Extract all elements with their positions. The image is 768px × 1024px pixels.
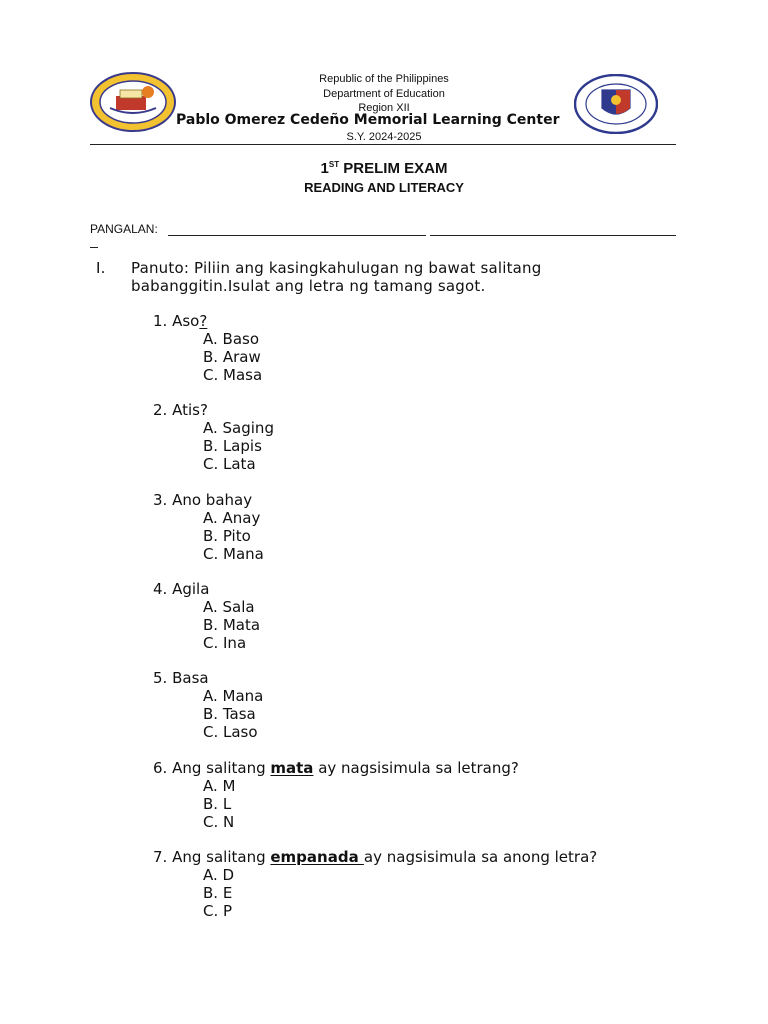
question-7 <box>153 848 597 866</box>
question-5 <box>153 669 209 687</box>
question-number: 4. <box>153 580 168 598</box>
question-text: Agila <box>172 580 210 598</box>
choice-7b[interactable]: B. E <box>203 884 233 902</box>
choice-3a[interactable]: A. Anay <box>203 509 261 527</box>
question-number: 2. <box>153 401 168 419</box>
choice-5c[interactable]: C. Laso <box>203 723 258 741</box>
question-keyword: empanada <box>270 848 364 866</box>
question-text: Basa <box>172 669 209 687</box>
choice-2b[interactable]: B. Lapis <box>203 437 262 455</box>
choice-3b[interactable]: B. Pito <box>203 527 251 545</box>
name-label: PANGALAN: <box>90 222 158 236</box>
name-line-1[interactable] <box>168 235 426 236</box>
section-numeral: I. <box>96 259 106 277</box>
question-number: 7. <box>153 848 168 866</box>
republic-line: Republic of the Philippines <box>319 73 449 85</box>
school-name: Pablo Omerez Cedeño Memorial Learning Center <box>176 112 560 128</box>
question-text: Ang salitang <box>172 848 271 866</box>
question-number: 6. <box>153 759 168 777</box>
exam-title-text: PRELIM EXAM <box>339 160 448 177</box>
department-line: Department of Education <box>323 88 445 100</box>
choice-2c[interactable]: C. Lata <box>203 455 256 473</box>
question-text-end: ay nagsisimula sa letrang? <box>313 759 519 777</box>
header-divider <box>90 144 676 145</box>
choice-4b[interactable]: B. Mata <box>203 616 261 634</box>
exam-title-number: 1 <box>320 160 329 177</box>
name-line-2[interactable] <box>430 235 548 236</box>
instruction-line-1: Panuto: Piliin ang kasingkahulugan ng bawat salitang <box>131 259 542 277</box>
choice-1c[interactable]: C. Masa <box>203 366 263 384</box>
exam-subtitle: READING AND LITERACY <box>304 180 464 195</box>
choice-4a[interactable]: A. Sala <box>203 598 255 616</box>
question-number: 1. <box>153 312 168 330</box>
choice-3c[interactable]: C. Mana <box>203 545 264 563</box>
question-6 <box>153 759 519 777</box>
school-year: S.Y. 2024-2025 <box>346 131 422 143</box>
choice-6c[interactable]: C. N <box>203 813 235 831</box>
exam-title-sup: ST <box>328 160 340 169</box>
question-text-end: ay nagsisimula sa anong letra? <box>363 848 598 866</box>
choice-6a[interactable]: A. M <box>203 777 236 795</box>
question-1 <box>153 312 207 330</box>
question-mark: ? <box>199 312 208 330</box>
choice-1a[interactable]: A. Baso <box>203 330 260 348</box>
question-text: Ang salitang <box>172 759 271 777</box>
question-2 <box>153 401 208 419</box>
choice-2a[interactable]: A. Saging <box>203 419 274 437</box>
choice-7a[interactable]: A. D <box>203 866 235 884</box>
choice-5a[interactable]: A. Mana <box>203 687 264 705</box>
question-number: 5. <box>153 669 168 687</box>
question-4 <box>153 580 209 598</box>
choice-6b[interactable]: B. L <box>203 795 232 813</box>
question-text: Aso <box>172 312 200 330</box>
choice-5b[interactable]: B. Tasa <box>203 705 256 723</box>
question-number: 3. <box>153 491 168 509</box>
question-3 <box>153 491 252 509</box>
name-line-3[interactable] <box>548 235 676 236</box>
instruction-line-2: babanggitin.Isulat ang letra ng tamang sagot. <box>131 277 486 295</box>
question-keyword: mata <box>270 759 314 777</box>
region-line: Region XII <box>358 102 410 114</box>
choice-7c[interactable]: C. P <box>203 902 233 920</box>
question-text: Ano bahay <box>172 491 253 509</box>
question-text: Atis? <box>172 401 208 419</box>
name-line-wrap <box>90 247 98 248</box>
choice-1b[interactable]: B. Araw <box>203 348 261 366</box>
exam-title <box>0 160 768 177</box>
choice-4c[interactable]: C. Ina <box>203 634 247 652</box>
